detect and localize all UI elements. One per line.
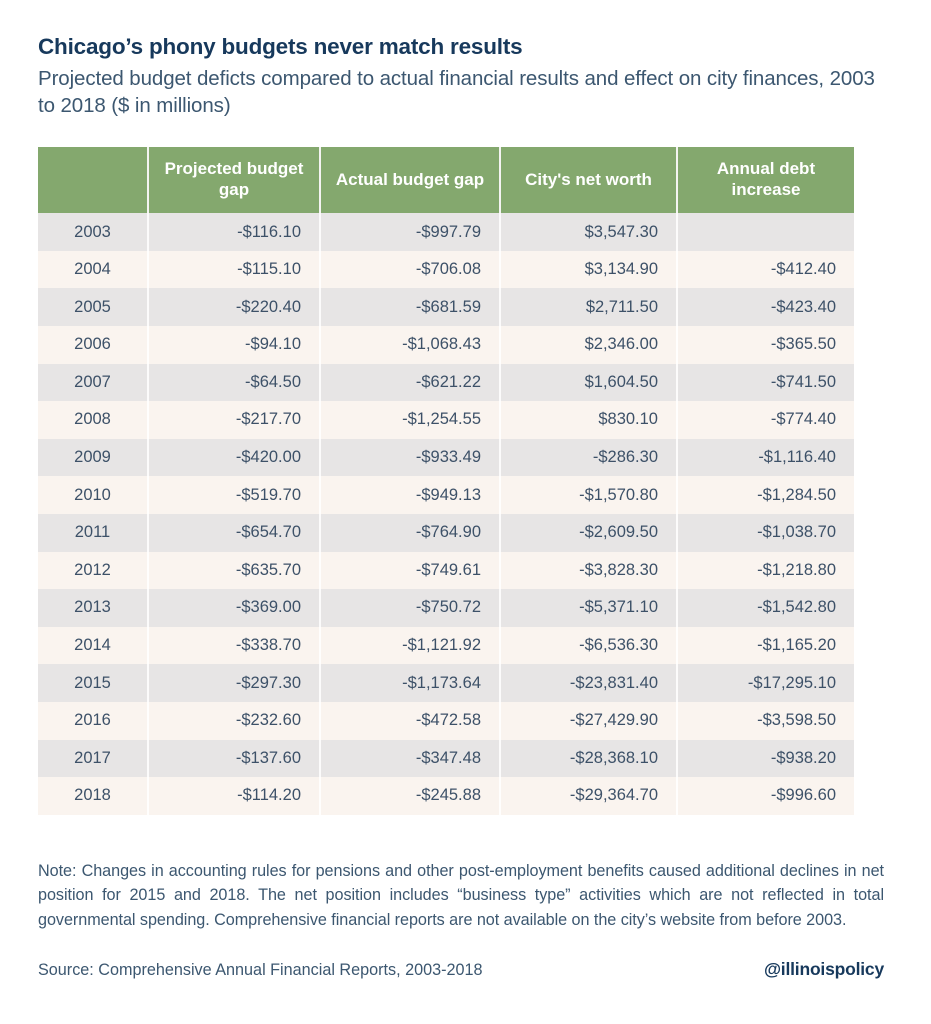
cell-actual-budget-gap: -$681.59 bbox=[320, 288, 500, 326]
cell-projected-budget-gap: -$297.30 bbox=[148, 664, 320, 702]
cell-actual-budget-gap: -$749.61 bbox=[320, 552, 500, 590]
table-row bbox=[38, 364, 854, 402]
cell-annual-debt-increase: -$17,295.10 bbox=[677, 664, 854, 702]
cell-city-net-worth: $830.10 bbox=[500, 401, 677, 439]
cell-year: 2016 bbox=[38, 702, 148, 740]
cell-actual-budget-gap: -$347.48 bbox=[320, 740, 500, 778]
cell-actual-budget-gap: -$472.58 bbox=[320, 702, 500, 740]
cell-year: 2004 bbox=[38, 251, 148, 289]
table-row bbox=[38, 326, 854, 364]
cell-projected-budget-gap: -$369.00 bbox=[148, 589, 320, 627]
cell-city-net-worth: $3,547.30 bbox=[500, 213, 677, 251]
cell-year: 2006 bbox=[38, 326, 148, 364]
cell-city-net-worth: -$6,536.30 bbox=[500, 627, 677, 665]
source-text: Source: Comprehensive Annual Financial Reports, 2003-2018 bbox=[38, 960, 483, 979]
cell-actual-budget-gap: -$1,173.64 bbox=[320, 664, 500, 702]
cell-projected-budget-gap: -$654.70 bbox=[148, 514, 320, 552]
cell-city-net-worth: $2,711.50 bbox=[500, 288, 677, 326]
cell-actual-budget-gap: -$621.22 bbox=[320, 364, 500, 402]
budget-table-container bbox=[38, 147, 854, 815]
cell-actual-budget-gap: -$933.49 bbox=[320, 439, 500, 477]
cell-year: 2003 bbox=[38, 213, 148, 251]
cell-city-net-worth: -$1,570.80 bbox=[500, 476, 677, 514]
cell-year: 2012 bbox=[38, 552, 148, 590]
cell-actual-budget-gap: -$949.13 bbox=[320, 476, 500, 514]
cell-projected-budget-gap: -$217.70 bbox=[148, 401, 320, 439]
cell-annual-debt-increase: -$1,218.80 bbox=[677, 552, 854, 590]
cell-annual-debt-increase: -$1,542.80 bbox=[677, 589, 854, 627]
cell-actual-budget-gap: -$245.88 bbox=[320, 777, 500, 815]
cell-annual-debt-increase: -$1,038.70 bbox=[677, 514, 854, 552]
table-row bbox=[38, 702, 854, 740]
cell-projected-budget-gap: -$116.10 bbox=[148, 213, 320, 251]
table-header bbox=[38, 147, 854, 213]
cell-projected-budget-gap: -$94.10 bbox=[148, 326, 320, 364]
cell-annual-debt-increase bbox=[677, 213, 854, 251]
cell-actual-budget-gap: -$706.08 bbox=[320, 251, 500, 289]
cell-projected-budget-gap: -$232.60 bbox=[148, 702, 320, 740]
cell-city-net-worth: -$2,609.50 bbox=[500, 514, 677, 552]
table-row bbox=[38, 664, 854, 702]
cell-year: 2017 bbox=[38, 740, 148, 778]
cell-actual-budget-gap: -$1,121.92 bbox=[320, 627, 500, 665]
column-header-year bbox=[38, 147, 148, 213]
table-row bbox=[38, 476, 854, 514]
cell-actual-budget-gap: -$750.72 bbox=[320, 589, 500, 627]
cell-year: 2013 bbox=[38, 589, 148, 627]
cell-annual-debt-increase: -$3,598.50 bbox=[677, 702, 854, 740]
cell-year: 2014 bbox=[38, 627, 148, 665]
cell-city-net-worth: $3,134.90 bbox=[500, 251, 677, 289]
cell-actual-budget-gap: -$997.79 bbox=[320, 213, 500, 251]
budget-table bbox=[38, 147, 854, 815]
cell-projected-budget-gap: -$114.20 bbox=[148, 777, 320, 815]
cell-annual-debt-increase: -$1,165.20 bbox=[677, 627, 854, 665]
cell-actual-budget-gap: -$764.90 bbox=[320, 514, 500, 552]
cell-year: 2009 bbox=[38, 439, 148, 477]
cell-year: 2010 bbox=[38, 476, 148, 514]
table-row bbox=[38, 777, 854, 815]
cell-year: 2011 bbox=[38, 514, 148, 552]
cell-year: 2007 bbox=[38, 364, 148, 402]
cell-city-net-worth: -$23,831.40 bbox=[500, 664, 677, 702]
cell-annual-debt-increase: -$741.50 bbox=[677, 364, 854, 402]
cell-annual-debt-increase: -$938.20 bbox=[677, 740, 854, 778]
cell-projected-budget-gap: -$115.10 bbox=[148, 251, 320, 289]
header-block bbox=[38, 0, 893, 119]
table-row bbox=[38, 288, 854, 326]
cell-city-net-worth: -$28,368.10 bbox=[500, 740, 677, 778]
cell-year: 2008 bbox=[38, 401, 148, 439]
cell-actual-budget-gap: -$1,254.55 bbox=[320, 401, 500, 439]
page-subtitle: Projected budget deficts compared to actual financial results and effect on city finances, 2003 to 2018 ($ in millions) bbox=[38, 67, 875, 118]
cell-annual-debt-increase: -$423.40 bbox=[677, 288, 854, 326]
cell-annual-debt-increase: -$774.40 bbox=[677, 401, 854, 439]
cell-projected-budget-gap: -$137.60 bbox=[148, 740, 320, 778]
cell-annual-debt-increase: -$365.50 bbox=[677, 326, 854, 364]
cell-city-net-worth: -$5,371.10 bbox=[500, 589, 677, 627]
column-header-projected-budget-gap: Projected budget gap bbox=[148, 147, 320, 213]
column-header-actual-budget-gap: Actual budget gap bbox=[320, 147, 500, 213]
table-row bbox=[38, 627, 854, 665]
cell-annual-debt-increase: -$996.60 bbox=[677, 777, 854, 815]
cell-projected-budget-gap: -$338.70 bbox=[148, 627, 320, 665]
table-row bbox=[38, 401, 854, 439]
cell-projected-budget-gap: -$635.70 bbox=[148, 552, 320, 590]
page-title: Chicago’s phony budgets never match results bbox=[38, 34, 523, 59]
table-row bbox=[38, 213, 854, 251]
cell-year: 2015 bbox=[38, 664, 148, 702]
cell-year: 2005 bbox=[38, 288, 148, 326]
cell-annual-debt-increase: -$412.40 bbox=[677, 251, 854, 289]
cell-city-net-worth: -$27,429.90 bbox=[500, 702, 677, 740]
cell-city-net-worth: $1,604.50 bbox=[500, 364, 677, 402]
cell-city-net-worth: -$3,828.30 bbox=[500, 552, 677, 590]
table-row bbox=[38, 552, 854, 590]
table-body bbox=[38, 213, 854, 815]
table-row bbox=[38, 514, 854, 552]
table-row bbox=[38, 251, 854, 289]
table-row bbox=[38, 589, 854, 627]
source-row bbox=[38, 959, 884, 980]
cell-city-net-worth: $2,346.00 bbox=[500, 326, 677, 364]
cell-actual-budget-gap: -$1,068.43 bbox=[320, 326, 500, 364]
table-note: Note: Changes in accounting rules for pensions and other post-employment benefits caused additional declines in net position for 2015 and 2018. The net position includes “business type” activities which are not reflected in total governmental spending. Comprehensive financial reports are not available on the city’s website from before 2003. bbox=[38, 861, 884, 929]
column-header-annual-debt-increase: Annual debt increase bbox=[677, 147, 854, 213]
cell-annual-debt-increase: -$1,116.40 bbox=[677, 439, 854, 477]
table-header-row bbox=[38, 147, 854, 213]
cell-projected-budget-gap: -$420.00 bbox=[148, 439, 320, 477]
cell-projected-budget-gap: -$220.40 bbox=[148, 288, 320, 326]
cell-year: 2018 bbox=[38, 777, 148, 815]
cell-city-net-worth: -$286.30 bbox=[500, 439, 677, 477]
cell-annual-debt-increase: -$1,284.50 bbox=[677, 476, 854, 514]
cell-projected-budget-gap: -$64.50 bbox=[148, 364, 320, 402]
brand-handle: @illinoispolicy bbox=[763, 958, 884, 979]
column-header-city-net-worth: City's net worth bbox=[500, 147, 677, 213]
table-row bbox=[38, 439, 854, 477]
cell-city-net-worth: -$29,364.70 bbox=[500, 777, 677, 815]
table-row bbox=[38, 740, 854, 778]
cell-projected-budget-gap: -$519.70 bbox=[148, 476, 320, 514]
